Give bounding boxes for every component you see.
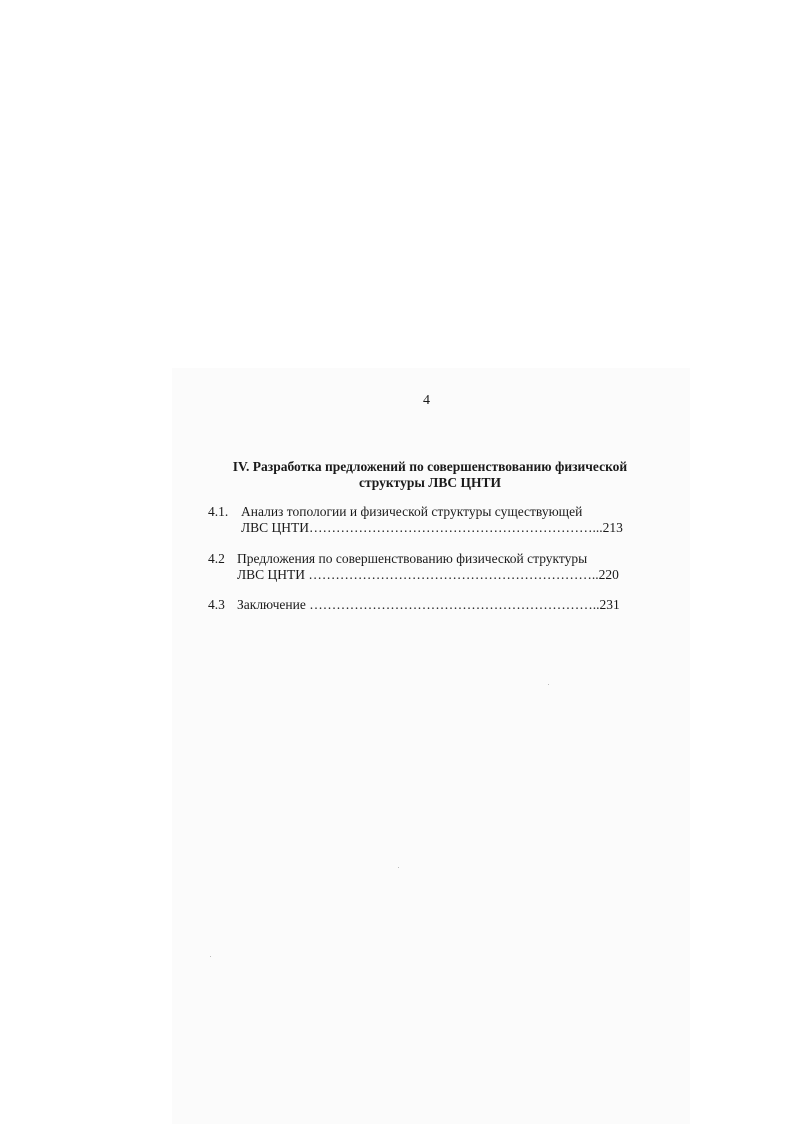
section-title-line-2: структуры ЛВС ЦНТИ: [359, 475, 501, 490]
toc-entry-title: Предложения по совершенствованию физической структуры: [237, 551, 588, 566]
scan-speck: [210, 956, 211, 957]
section-title: [200, 459, 660, 491]
section-title-line-1: IV. Разработка предложений по совершенствованию физической: [232, 459, 628, 474]
toc-entry-number: 4.2: [208, 551, 225, 566]
page-number: 4: [423, 393, 430, 408]
toc-entry-title: Анализ топологии и физической структуры существующей: [241, 504, 583, 519]
toc-entry-continuation: ЛВС ЦНТИ………………………………………………………...213: [241, 520, 623, 535]
scan-speck: [398, 867, 399, 868]
scan-speck: [548, 684, 549, 685]
toc-entry-title: Заключение ………………………………………………………..231: [237, 597, 620, 612]
toc-entry-continuation: ЛВС ЦНТИ ………………………………………………………..220: [237, 567, 619, 582]
toc-entry-number: 4.1.: [208, 504, 229, 519]
toc-entry-number: 4.3: [208, 597, 225, 612]
